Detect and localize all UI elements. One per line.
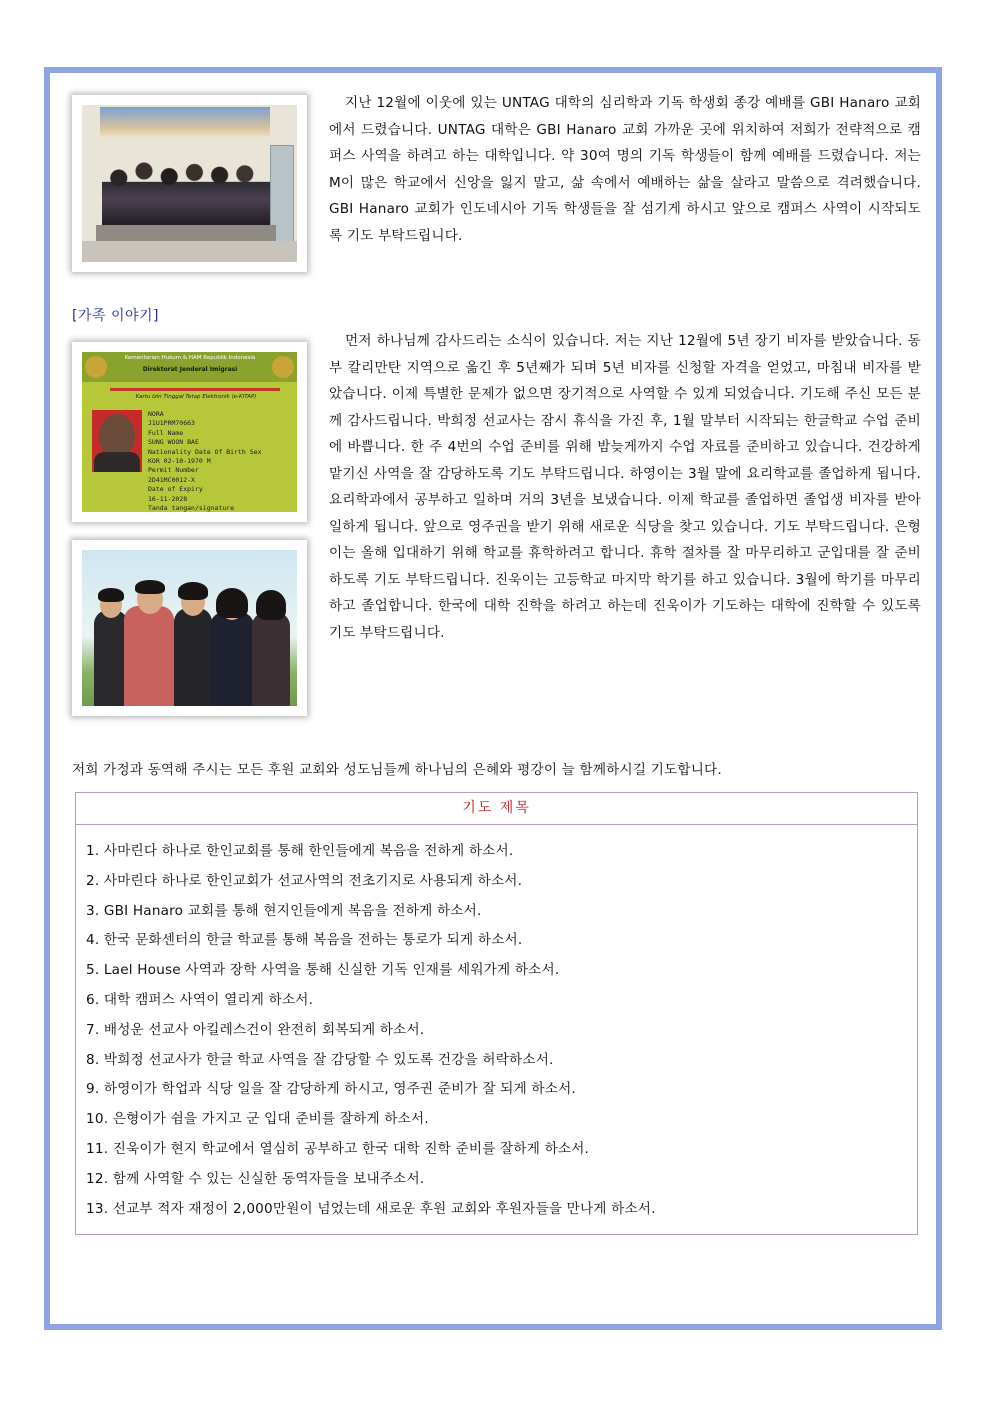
prayer-item: 2. 사마린다 하나로 한인교회가 선교사역의 전초기지로 사용되게 하소서. <box>86 872 523 889</box>
card-line: NORA <box>148 410 164 418</box>
prayer-item: 12. 함께 사역할 수 있는 신실한 동역자들을 보내주소서. <box>86 1170 425 1187</box>
card-line: KOR 02-10-1970 M <box>148 457 211 466</box>
seal-icon <box>85 356 107 378</box>
prayer-item: 7. 배성운 선교사 아킬레스건이 완전히 회복되게 하소서. <box>86 1021 425 1038</box>
prayer-item: 1. 사마린다 하나로 한인교회를 통해 한인들에게 복음을 전하게 하소서. <box>86 843 514 859</box>
prayer-item: 4. 한국 문화센터의 한글 학교를 통해 복음을 전하는 통로가 되게 하소서. <box>86 932 523 949</box>
prayer-item: 6. 대학 캠퍼스 사역이 열리게 하소서. <box>86 991 314 1008</box>
closing-message: 저희 가정과 동역해 주시는 모든 후원 교회와 성도님들께 하나님의 은혜와 평강이 늘 함께하시길 기도합니다. <box>72 762 722 778</box>
prayer-item: 9. 하영이가 학업과 식당 일을 잘 감당하게 하시고, 영주권 준비가 잘 되게 하소서. <box>86 1081 576 1098</box>
prayer-list <box>76 825 917 1224</box>
card-line: SUNG WOON BAE <box>148 438 199 447</box>
garuda-icon <box>272 356 294 378</box>
prayer-item: 11. 진욱이가 현지 학교에서 열심히 공부하고 한국 대학 진학 준비를 잘하게 하소서. <box>86 1140 590 1157</box>
card-line: Full Name <box>148 428 184 437</box>
prayer-requests-box <box>75 792 918 1235</box>
card-line: J1U1PRM70663 <box>148 419 195 428</box>
prayer-item: 10. 은형이가 쉼을 가지고 군 입대 준비를 잘하게 하소서. <box>86 1111 429 1128</box>
kitas-card-photo <box>72 342 307 522</box>
card-header: Kementerian Hukum & HAM Republik Indonesia <box>124 355 256 361</box>
card-line: Date of Expiry <box>148 485 203 494</box>
prayer-item: 5. Lael House 사역과 장학 사역을 통해 신실한 기독 인재를 세워가게 하소서. <box>86 962 560 979</box>
prayer-title: 기도 제목 <box>76 793 917 825</box>
students-group <box>102 157 270 227</box>
family-photo <box>72 540 307 716</box>
prayer-item: 13. 선교부 적자 재정이 2,000만원이 넘었는데 새로운 후원 교회와 후원자들을 만나게 하소서. <box>86 1200 656 1217</box>
family-section-title: [가족 이야기] <box>72 308 159 324</box>
card-line: Nationality Date Of Birth Sex <box>148 447 262 456</box>
prayer-item: 3. GBI Hanaro 교회를 통해 현지인들에게 복음을 전하게 하소서. <box>86 902 482 919</box>
campus-worship-paragraph: 지난 12월에 이웃에 있는 UNTAG 대학의 심리학과 기독 학생회 종강 예배를 GBI Hanaro 교회에서 드렸습니다. UNTAG 대학은 GBI Hanaro 교회 가까운 곳에 위치하여 저희가 전략적으로 캠퍼스 사역을 하려고 하는 대학입니다. 약 30여 명의 기독 학생들이 함께 예배를 드렸습니다. 저는 M이 많은 학교에서 신앙을 잃지 말고, 삶 속에서 예배하는 삶을 살라고 말씀으로 격려했습니다. GBI Hanaro 교회가 인도네시아 기독 학생들을 잘 섬기게 하시고 앞으로 캠퍼스 사역이 시작되도록 기도 부탁드립니다. <box>329 95 921 244</box>
campus-worship-photo <box>72 95 307 272</box>
card-directorate: Direktorat Jenderal Imigrasi <box>142 366 238 373</box>
family-paragraph: 먼저 하나님께 감사드리는 소식이 있습니다. 저는 지난 12월에 5년 장기 비자를 받았습니다. 동부 칼리만탄 지역으로 옮긴 후 5년째가 되며 5년 비자를 신청할 자격을 얻었고, 마침내 비자를 받았습니다. 이제 특별한 문제가 없으면 장기적으로 사역할 수 있게 되었습니다. 기도해 주신 모든 분께 감사드립니다. 박희정 선교사는 잠시 휴식을 가진 후, 1월 말부터 시작되는 한글학교 수업 준비에 바쁩니다. 한 주 4번의 수업 준비를 위해 밤늦게까지 수업 자료를 준비하고 있습니다. 건강하게 맡기신 사역을 잘 감당하도록 기도 부탁드립니다. 하영이는 3월 말에 요리학교를 졸업하게 됩니다. 요리학과에서 공부하고 일하며 거의 3년을 보냈습니다. 이제 학교를 졸업하면 졸업생 비자를 받아 일하게 됩니다. 앞으로 영주권을 받기 위해 새로운 식당을 찾고 있습니다. 기도 부탁드립니다. 은형이는 올해 입대하기 위해 학교를 휴학하려고 합니다. 휴학 절차를 잘 마무리하고 군입대를 잘 준비하도록 기도 부탁드립니다. 진욱이는 고등학교 마지막 학기를 하고 있습니다. 3월에 학기를 마무리하고 졸업합니다. 한국에 대학 진학을 하려고 하는데 진욱이가 기도하는 대학에 진학할 수 있도록 기도 부탁드립니다. <box>329 333 921 641</box>
card-line: Permit Number <box>148 466 199 475</box>
banner-image <box>100 107 270 137</box>
card-fields <box>148 410 297 512</box>
card-line: 16-11-2028 <box>148 494 188 503</box>
card-line: Tanda tangan/signature <box>148 504 235 512</box>
prayer-item: 8. 박희정 선교사가 한글 학교 사역을 잘 감당할 수 있도록 건강을 허락하소서. <box>86 1051 554 1068</box>
card-title: Kartu Izin Tinggal Tetap Elektronik (e-KITAP) <box>135 394 257 400</box>
card-line: 2D41MC0012-X <box>148 475 195 484</box>
